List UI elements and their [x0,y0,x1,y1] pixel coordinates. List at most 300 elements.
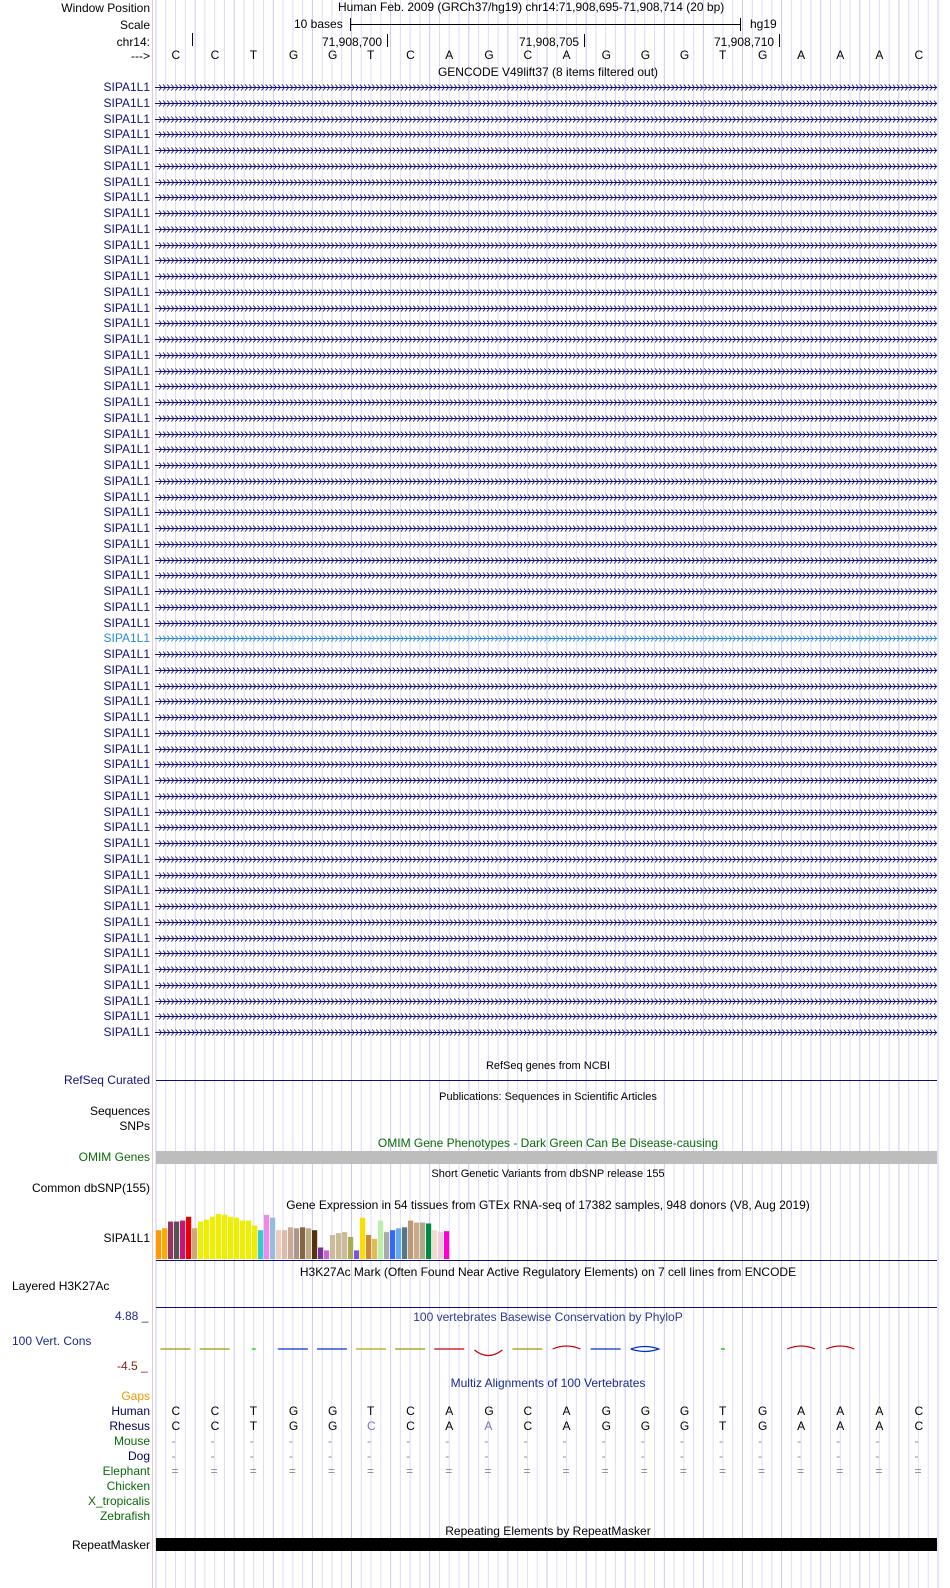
assembly-title: Human Feb. 2009 (GRCh37/hg19) chr14:71,908,695-71,908,714 (20 bp) [338,0,725,14]
gencode-gene-label[interactable]: SIPA1L1 [103,788,150,803]
multiz-base: - [171,1449,176,1463]
repeatmasker-label[interactable]: RepeatMasker [71,1538,150,1552]
gencode-gene-label[interactable]: SIPA1L1 [103,773,150,787]
gtex-tissue-bar [432,1230,437,1259]
multiz-base: - [875,1449,880,1463]
base-letter: G [679,48,690,62]
multiz-base: - [679,1449,684,1463]
multiz-base: C [210,1419,220,1433]
gencode-transcript[interactable] [155,729,939,738]
multiz-base: - [640,1449,645,1463]
multiz-base: A [445,1404,454,1418]
multiz-base: - [601,1449,606,1463]
gencode-transcript[interactable] [155,556,939,565]
multiz-species-label[interactable]: Mouse [113,1434,150,1448]
publications-snps-label[interactable]: SNPs [119,1119,150,1133]
coord-tick-0 [192,33,193,46]
gencode-gene-label[interactable]: SIPA1L1 [103,631,150,646]
gencode-gene-label[interactable]: SIPA1L1 [103,930,150,945]
gencode-gene-label[interactable]: SIPA1L1 [103,458,150,472]
gtex-tissue-bar [348,1237,353,1259]
multiz-base: = [914,1464,922,1478]
gencode-transcript[interactable] [155,146,939,155]
gencode-gene-label[interactable]: SIPA1L1 [103,300,150,315]
multiz-gaps-label[interactable]: Gaps [121,1389,150,1403]
gencode-gene-label[interactable]: SIPA1L1 [103,489,150,504]
multiz-species-label[interactable]: Dog [127,1449,150,1463]
gencode-transcript[interactable] [155,115,939,124]
base-letter: A [875,48,884,62]
gencode-transcript[interactable] [155,792,939,801]
multiz-base: = [327,1464,335,1478]
publications-sequences-label[interactable]: Sequences [89,1104,150,1118]
multiz-base: - [327,1449,332,1463]
multiz-base: = [601,1464,609,1478]
gencode-transcript[interactable] [155,508,939,517]
gencode-gene-label[interactable]: SIPA1L1 [103,552,150,567]
gtex-tissue-bar [294,1228,299,1259]
gencode-transcript[interactable] [155,225,939,234]
scale-bar-left-tick [350,18,351,31]
gtex-tissue-bar [210,1217,215,1259]
gtex-tissue-bar [396,1228,401,1259]
multiz-base: A [562,1419,571,1433]
multiz-title[interactable]: Multiz Alignments of 100 Vertebrates [450,1376,646,1390]
multiz-base: - [445,1434,450,1448]
multiz-base: C [914,1404,924,1418]
multiz-base: G [327,1404,338,1418]
multiz-species-label[interactable]: Zebrafish [99,1509,150,1523]
gencode-transcript[interactable] [155,99,939,108]
multiz-base: G [640,1419,651,1433]
gencode-transcript[interactable] [155,997,939,1006]
gencode-gene-label[interactable]: SIPA1L1 [103,694,150,709]
multiz-base: A [797,1419,806,1433]
gencode-transcript[interactable] [155,524,939,533]
gencode-transcript[interactable] [155,713,939,722]
gtex-tissue-bar [354,1250,359,1259]
multiz-base: - [797,1449,802,1463]
gencode-transcript[interactable] [155,256,939,265]
multiz-base: G [640,1404,651,1418]
gtex-tissue-bar [156,1230,161,1259]
gencode-gene-label[interactable]: SIPA1L1 [103,316,150,331]
gencode-gene-label[interactable]: SIPA1L1 [103,867,150,882]
gencode-transcript[interactable] [155,603,939,612]
gencode-gene-label[interactable]: SIPA1L1 [103,615,150,630]
gencode-transcript[interactable] [155,540,939,549]
multiz-base: A [836,1404,845,1418]
gtex-baseline [156,1260,937,1261]
gencode-transcript[interactable] [155,823,939,832]
multiz-base: A [484,1419,493,1433]
multiz-base: - [718,1434,723,1448]
gencode-transcript[interactable] [155,855,939,864]
gencode-gene-label[interactable]: SIPA1L1 [103,836,150,850]
phylop-label[interactable]: 100 Vert. Cons [12,1334,92,1348]
gtex-tissue-bar [270,1218,275,1259]
multiz-base: = [210,1464,218,1478]
gtex-bar-chart[interactable] [154,1211,944,1262]
gencode-gene-label[interactable]: SIPA1L1 [103,584,150,598]
track-divider [152,0,153,1588]
coord-label-710: 71,908,710 [714,35,775,49]
gencode-gene-label[interactable]: SIPA1L1 [103,332,150,346]
multiz-base: - [210,1434,215,1448]
gtex-tissue-bar [444,1231,449,1259]
refseq-title[interactable]: RefSeq genes from NCBI [485,1060,611,1072]
gencode-title[interactable]: GENCODE V49lift37 (8 items filtered out) [437,65,659,79]
h3k27ac-label[interactable]: Layered H3K27Ac [12,1279,110,1293]
multiz-base: - [484,1449,489,1463]
multiz-species-label[interactable]: Rhesus [109,1419,150,1433]
gencode-transcript[interactable] [155,319,939,328]
gencode-transcript[interactable] [155,162,939,171]
gencode-gene-label[interactable]: SIPA1L1 [103,1025,150,1039]
multiz-base: = [249,1464,257,1478]
multiz-base: = [562,1464,570,1478]
gencode-gene-label[interactable]: SIPA1L1 [103,899,150,913]
multiz-base: - [758,1434,763,1448]
gtex-label[interactable]: SIPA1L1 [103,1231,150,1245]
dbsnp-label[interactable]: Common dbSNP(155) [31,1181,150,1195]
gencode-gene-label[interactable]: SIPA1L1 [103,914,150,929]
gencode-transcript[interactable] [155,965,939,974]
multiz-base: G [758,1404,768,1418]
gencode-transcript[interactable] [155,414,939,423]
gtex-tissue-bar [402,1227,407,1259]
multiz-species-label[interactable]: Human [111,1404,150,1418]
base-letter: G [327,48,338,62]
gencode-gene-label[interactable]: SIPA1L1 [103,851,150,866]
phylop-title[interactable]: 100 vertebrates Basewise Conservation by PhyloP [413,1310,683,1324]
multiz-base: T [249,1419,258,1433]
gencode-transcript[interactable] [155,949,939,958]
gencode-transcript[interactable] [155,461,939,470]
multiz-base: = [406,1464,414,1478]
gtex-title[interactable]: Gene Expression in 54 tissues from GTEx RNA-seq of 17382 samples, 948 donors (V8, Aug 2019) [286,1198,810,1212]
gencode-gene-label[interactable]: SIPA1L1 [103,111,150,126]
gencode-transcript[interactable] [155,367,939,376]
gtex-tissue-bar [174,1222,179,1259]
scale-text: 10 bases [294,17,343,31]
gtex-tissue-bar [228,1217,233,1259]
multiz-base: C [367,1419,376,1433]
multiz-base: A [562,1404,571,1418]
gencode-transcript[interactable] [155,666,939,675]
multiz-base: - [914,1449,919,1463]
gtex-tissue-bar [414,1223,419,1259]
gencode-transcript[interactable] [155,351,939,360]
phylop-glyph [826,1346,854,1349]
gtex-tissue-bar [330,1235,335,1259]
gtex-tissue-bar [264,1215,269,1259]
gencode-transcript[interactable] [155,619,939,628]
gencode-gene-label[interactable]: SIPA1L1 [103,993,150,1008]
coord-label-705: 71,908,705 [519,35,580,49]
multiz-species-label[interactable]: Elephant [102,1464,150,1478]
gencode-transcript[interactable] [155,697,939,706]
scale-db: hg19 [750,17,777,31]
gencode-gene-label[interactable]: SIPA1L1 [103,946,150,961]
gencode-gene-label[interactable]: SIPA1L1 [103,269,150,283]
gencode-transcript[interactable] [155,902,939,911]
scale-bar [350,24,741,25]
gencode-transcript[interactable] [155,682,939,691]
gencode-gene-label[interactable]: SIPA1L1 [103,599,150,614]
gencode-gene-label[interactable]: SIPA1L1 [103,127,150,142]
multiz-base: G [758,1419,768,1433]
multiz-base: - [562,1434,567,1448]
gtex-tissue-bar [198,1222,203,1259]
multiz-base: = [758,1464,766,1478]
gtex-tissue-bar [168,1222,173,1259]
gencode-gene-label[interactable]: SIPA1L1 [103,741,150,756]
gencode-transcript[interactable] [155,193,939,202]
repeatmasker-title[interactable]: Repeating Elements by RepeatMasker [445,1524,651,1538]
h3k27ac-line [156,1307,937,1308]
gencode-gene-label[interactable]: SIPA1L1 [103,80,150,94]
gtex-tissue-bar [192,1228,197,1259]
multiz-base: - [288,1434,293,1448]
gencode-transcript[interactable] [155,241,939,250]
dbsnp-title[interactable]: Short Genetic Variants from dbSNP release 155 [431,1168,665,1180]
gtex-tissue-bar [384,1232,389,1259]
gtex-tissue-bar [222,1215,227,1259]
multiz-base: = [523,1464,531,1478]
gencode-transcript[interactable] [155,272,939,281]
gencode-gene-label[interactable]: SIPA1L1 [103,347,150,362]
gencode-gene-label[interactable]: SIPA1L1 [103,426,150,441]
multiz-base: A [797,1404,806,1418]
gtex-tissue-bar [234,1218,239,1259]
multiz-base: - [758,1449,763,1463]
gtex-tissue-bar [336,1233,341,1259]
gtex-tissue-bar [366,1235,371,1259]
gencode-gene-label[interactable]: SIPA1L1 [103,1009,150,1024]
multiz-base: - [210,1449,215,1463]
multiz-base: = [679,1464,687,1478]
gtex-tissue-bar [378,1221,383,1259]
base-letter: T [249,48,258,62]
multiz-base: G [601,1404,611,1418]
multiz-species-label[interactable]: Chicken [106,1479,150,1493]
refseq-label[interactable]: RefSeq Curated [63,1073,150,1087]
gencode-transcript[interactable] [155,839,939,848]
gencode-transcript[interactable] [155,493,939,502]
multiz-base: G [601,1419,611,1433]
multiz-base: C [523,1419,533,1433]
phylop-glyph [787,1346,815,1349]
gencode-gene-label[interactable]: SIPA1L1 [103,725,150,740]
multiz-base: T [718,1419,727,1433]
gencode-gene-label[interactable]: SIPA1L1 [103,883,150,898]
refseq-line [156,1080,937,1081]
gencode-transcript[interactable] [155,934,939,943]
multiz-base: = [367,1464,375,1478]
publications-title[interactable]: Publications: Sequences in Scientific Articles [439,1091,657,1103]
gencode-gene-label[interactable]: SIPA1L1 [103,662,150,677]
gencode-gene-label[interactable]: SIPA1L1 [103,473,150,488]
gencode-transcript[interactable] [155,288,939,297]
gtex-tissue-bar [204,1220,209,1259]
gencode-transcript[interactable] [155,130,939,139]
multiz-species-label[interactable]: X_tropicalis [87,1494,150,1508]
multiz-base: G [288,1419,299,1433]
multiz-base: A [445,1419,454,1433]
gtex-tissue-bar [258,1230,263,1259]
multiz-base: - [523,1434,528,1448]
gencode-gene-label[interactable]: SIPA1L1 [103,962,150,976]
base-letter: A [562,48,571,62]
gencode-gene-label[interactable]: SIPA1L1 [103,820,150,835]
gencode-transcript[interactable] [155,335,939,344]
gencode-gene-label[interactable]: SIPA1L1 [103,505,150,520]
gencode-gene-label[interactable]: SIPA1L1 [103,158,150,173]
multiz-base: - [249,1434,254,1448]
base-letter: T [718,48,727,62]
gtex-tissue-bar [246,1221,251,1259]
phylop-ymin: -4.5 _ [117,1359,148,1373]
base-letter: T [367,48,375,62]
gencode-gene-label[interactable]: SIPA1L1 [103,647,150,661]
multiz-base: - [679,1434,684,1448]
gencode-transcript[interactable] [155,430,939,439]
gencode-transcript[interactable] [155,571,939,580]
gencode-transcript[interactable] [155,178,939,187]
gencode-gene-label[interactable]: SIPA1L1 [103,174,150,189]
gencode-transcript[interactable] [155,634,939,643]
gencode-transcript[interactable] [155,650,939,659]
multiz-base: - [406,1449,411,1463]
multiz-base: = [836,1464,844,1478]
phylop-glyph [631,1347,659,1352]
gencode-gene-label[interactable]: SIPA1L1 [103,206,150,220]
gencode-transcript[interactable] [155,587,939,596]
gencode-gene-label[interactable]: SIPA1L1 [103,221,150,236]
gtex-tissue-bar [240,1221,245,1259]
multiz-base: G [288,1404,299,1418]
gtex-tissue-bar [186,1217,191,1259]
gtex-tissue-bar [312,1230,317,1259]
gencode-transcript[interactable] [155,745,939,754]
coord-label-700: 71,908,700 [322,35,383,49]
multiz-base: - [327,1434,332,1448]
gencode-transcript[interactable] [155,1028,939,1037]
gtex-tissue-bar [276,1230,281,1259]
multiz-base: T [367,1404,375,1418]
gencode-gene-label[interactable]: SIPA1L1 [103,253,150,268]
omim-title[interactable]: OMIM Gene Phenotypes - Dark Green Can Be Disease-causing [377,1136,719,1150]
gencode-gene-label[interactable]: SIPA1L1 [103,95,150,110]
omim-label[interactable]: OMIM Genes [78,1150,150,1164]
multiz-base: = [445,1464,453,1478]
gencode-gene-label[interactable]: SIPA1L1 [103,190,150,205]
gtex-tissue-bar [342,1232,347,1259]
gtex-tissue-bar [438,1232,443,1259]
gencode-gene-label[interactable]: SIPA1L1 [103,395,150,409]
h3k27ac-title[interactable]: H3K27Ac Mark (Often Found Near Active Regulatory Elements) on 7 cell lines from ENCODE [299,1265,797,1279]
base-letter: C [171,48,181,62]
repeatmasker-bar[interactable] [156,1538,937,1551]
multiz-base: - [171,1434,176,1448]
gencode-transcript[interactable] [155,477,939,486]
gtex-tissue-bar [390,1230,395,1259]
gencode-gene-label[interactable]: SIPA1L1 [103,521,150,535]
gtex-tissue-bar [300,1227,305,1259]
multiz-base: = [718,1464,726,1478]
gencode-gene-label[interactable]: SIPA1L1 [103,678,150,693]
gencode-transcript[interactable] [155,981,939,990]
base-letter: C [914,48,924,62]
multiz-base: A [875,1419,884,1433]
gencode-transcript[interactable] [155,760,939,769]
gencode-gene-label[interactable]: SIPA1L1 [103,379,150,394]
gencode-gene-label[interactable]: SIPA1L1 [103,284,150,299]
chrom-label: chr14: [116,35,150,49]
gtex-tissue-bar [180,1221,185,1259]
gencode-gene-label[interactable]: SIPA1L1 [103,410,150,425]
multiz-base: = [288,1464,296,1478]
gencode-transcript[interactable] [155,886,939,895]
gencode-gene-label[interactable]: SIPA1L1 [103,143,150,157]
multiz-base: C [210,1404,220,1418]
gencode-gene-label[interactable]: SIPA1L1 [103,977,150,992]
gencode-transcript[interactable] [155,83,939,92]
gencode-transcript[interactable] [155,382,939,391]
window-position-label: Window Position [61,1,150,15]
gencode-gene-label[interactable]: SIPA1L1 [103,710,150,724]
gencode-transcript[interactable] [155,871,939,880]
multiz-base: A [836,1419,845,1433]
multiz-base: G [679,1419,690,1433]
gtex-tissue-bar [426,1223,431,1259]
gencode-transcript[interactable] [155,209,939,218]
multiz-base: - [445,1449,450,1463]
multiz-base: = [171,1464,179,1478]
gencode-transcript[interactable] [155,808,939,817]
multiz-base: C [523,1404,533,1418]
multiz-base: - [562,1449,567,1463]
multiz-base: - [601,1434,606,1448]
phylop-ymax: 4.88 _ [115,1309,149,1323]
multiz-base: G [484,1404,494,1418]
gencode-transcript[interactable] [155,918,939,927]
gencode-transcript[interactable] [155,304,939,313]
gencode-gene-label[interactable]: SIPA1L1 [103,568,150,583]
gencode-transcript[interactable] [155,445,939,454]
gencode-gene-label[interactable]: SIPA1L1 [103,757,150,772]
gencode-gene-label[interactable]: SIPA1L1 [103,237,150,252]
gtex-tissue-bar [318,1247,323,1259]
base-letter: A [445,48,454,62]
base-letter: G [758,48,768,62]
gencode-gene-label[interactable]: SIPA1L1 [103,363,150,378]
multiz-base: - [249,1449,254,1463]
gencode-gene-label[interactable]: SIPA1L1 [103,804,150,819]
gencode-transcript[interactable] [155,776,939,785]
phylop-glyphs [154,1340,944,1360]
gencode-gene-label[interactable]: SIPA1L1 [103,442,150,457]
base-letter: G [640,48,651,62]
gencode-gene-label[interactable]: SIPA1L1 [103,536,150,551]
multiz-base: - [288,1449,293,1463]
gencode-transcript[interactable] [155,1012,939,1021]
coord-tick-700 [387,34,388,47]
gencode-transcript[interactable] [155,398,939,407]
omim-feature-bar[interactable] [156,1151,937,1164]
multiz-base: G [327,1419,338,1433]
